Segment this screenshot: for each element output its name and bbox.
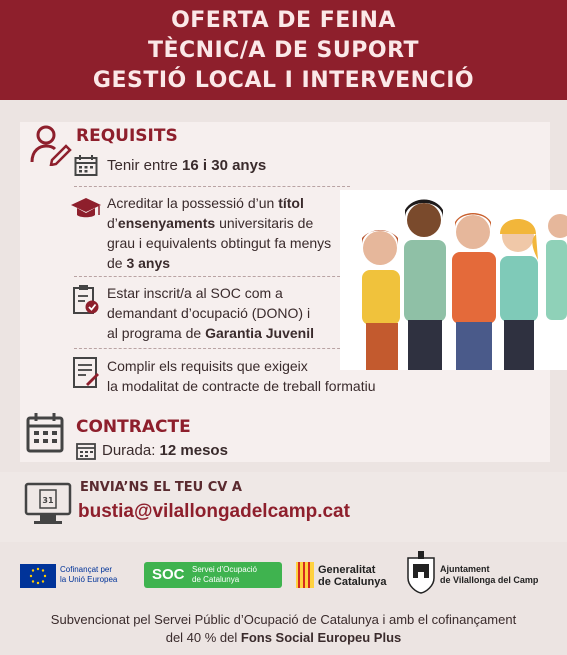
requisits-title: REQUISITS [76,126,178,146]
soc-logo-label: SOC [152,566,185,583]
ajuntament-logo-text: Ajuntament de Vilallonga del Camp [440,564,539,585]
divider [74,348,350,349]
header-title-line1: OFERTA DE FEINA [171,8,396,33]
generalitat-logo-text: Generalitat de Catalunya [318,564,387,588]
divider [74,186,350,187]
graduation-cap-icon [70,196,102,220]
generalitat-flag-icon [296,562,314,588]
eu-logo-text: Cofinançat per la Unió Europea [60,565,118,584]
header-title-line3: GESTIÓ LOCAL I INTERVENCIÓ [92,68,475,93]
contracte-durada: Durada: 12 mesos [102,442,228,459]
ajuntament-shield-icon [406,550,436,594]
funding-note-line1: Subvencionat pel Servei Públic d’Ocupació de Catalunya i amb el cofinançament [50,612,517,627]
logos-bar [0,548,567,600]
funding-note-line2: del 40 % del Fons Social Europeu Plus [165,630,402,645]
requisit-soc: Estar inscrit/a al SOC com a demandant d’ocupació (DONO) i al programa de Garantia Juvenil [107,285,314,341]
calendar-icon [74,155,98,177]
soc-logo-text: Servei d’Ocupació de Catalunya [192,565,257,584]
calendar-day-number: 31 [42,496,54,505]
divider [74,276,350,277]
requisit-titol: Acreditar la possessió d’un títol d’ensenyaments universitaris de grau i equivalents obtingut fa menys de 3 anys [107,195,332,271]
user-edit-icon [28,122,72,166]
soc-logo [144,562,282,588]
contract-document-icon [72,356,100,390]
young-people-illustration [340,190,567,370]
requisit-age: Tenir entre 16 i 30 anys [107,157,267,174]
email-link[interactable]: bustia@vilallongadelcamp.cat [78,501,350,522]
computer-monitor-icon [24,482,72,526]
header-banner [0,0,567,100]
eu-flag-icon [20,564,56,588]
calendar-small-icon [76,442,96,460]
cv-title: ENVIA’NS EL TEU CV A [80,480,242,495]
requisit-contracte-formatiu: Complir els requisits que exigeix la modalitat de contracte de treball formatiu [107,358,376,394]
checklist-document-icon [72,284,100,316]
calendar-icon [26,412,66,454]
contracte-title: CONTRACTE [76,417,191,437]
header-title-line2: TÈCNIC/A DE SUPORT [147,38,420,63]
